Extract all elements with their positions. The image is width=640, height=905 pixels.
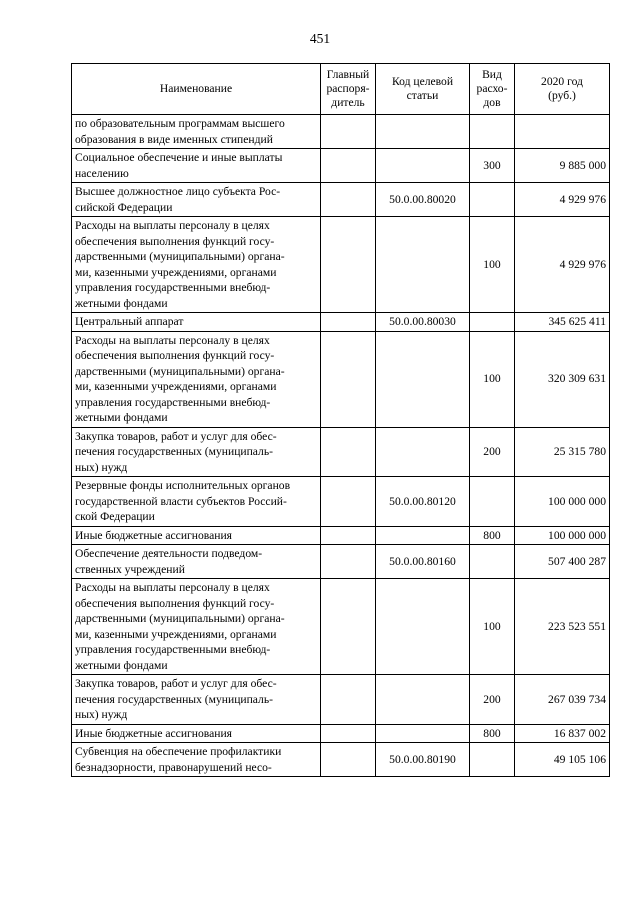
- table-row: [72, 427, 610, 477]
- table-row: [72, 115, 610, 149]
- table-row: [72, 724, 610, 743]
- cell-chief-administrator: [321, 183, 376, 217]
- cell-name: по образовательным программам высшего образования в виде именных стипендий: [72, 115, 321, 149]
- cell-amount: 100 000 000: [515, 526, 610, 545]
- table-row: [72, 675, 610, 725]
- header-amount-2020: 2020 год (руб.): [515, 64, 610, 115]
- cell-target-code: [376, 149, 470, 183]
- cell-amount: 507 400 287: [515, 545, 610, 579]
- cell-expense-type: 100: [470, 579, 515, 675]
- cell-target-code: 50.0.00.80020: [376, 183, 470, 217]
- cell-expense-type: [470, 183, 515, 217]
- table-header-row: [72, 64, 610, 115]
- cell-expense-type: 200: [470, 427, 515, 477]
- cell-amount: 25 315 780: [515, 427, 610, 477]
- table-row: [72, 743, 610, 777]
- table-row: [72, 331, 610, 427]
- cell-name: Субвенция на обеспечение профилактики безнадзорности, правонарушений несо-: [72, 743, 321, 777]
- cell-amount: 345 625 411: [515, 313, 610, 332]
- cell-name: Закупка товаров, работ и услуг для обес- печения государственных (муниципаль- ных) нужд: [72, 427, 321, 477]
- cell-chief-administrator: [321, 477, 376, 527]
- cell-name: Обеспечение деятельности подведом- ственных учреждений: [72, 545, 321, 579]
- page-number: 451: [309, 31, 331, 46]
- cell-expense-type: [470, 115, 515, 149]
- cell-target-code: 50.0.00.80190: [376, 743, 470, 777]
- cell-name: Расходы на выплаты персоналу в целях обеспечения выполнения функций госу- дарственными (муниципальными) органа- ми, казенными учреждениями, органами управления государственными внебюд- жетными фондами: [72, 579, 321, 675]
- cell-target-code: 50.0.00.80030: [376, 313, 470, 332]
- cell-chief-administrator: [321, 149, 376, 183]
- cell-chief-administrator: [321, 675, 376, 725]
- cell-chief-administrator: [321, 545, 376, 579]
- cell-chief-administrator: [321, 427, 376, 477]
- cell-expense-type: [470, 743, 515, 777]
- cell-target-code: [376, 331, 470, 427]
- table-row: [72, 545, 610, 579]
- cell-name: Расходы на выплаты персоналу в целях обеспечения выполнения функций госу- дарственными (муниципальными) органа- ми, казенными учреждениями, органами управления государственными внебюд- жетными фондами: [72, 331, 321, 427]
- header-name: Наименование: [72, 64, 321, 115]
- cell-name: Резервные фонды исполнительных органов государственной власти субъектов Россий- ской Федерации: [72, 477, 321, 527]
- cell-expense-type: 100: [470, 217, 515, 313]
- cell-amount: 16 837 002: [515, 724, 610, 743]
- cell-chief-administrator: [321, 115, 376, 149]
- cell-expense-type: 800: [470, 724, 515, 743]
- cell-chief-administrator: [321, 724, 376, 743]
- cell-target-code: [376, 526, 470, 545]
- table-row: [72, 217, 610, 313]
- table-row: [72, 183, 610, 217]
- table-row: [72, 477, 610, 527]
- cell-chief-administrator: [321, 743, 376, 777]
- cell-target-code: [376, 427, 470, 477]
- cell-name: Иные бюджетные ассигнования: [72, 526, 321, 545]
- cell-amount: 267 039 734: [515, 675, 610, 725]
- cell-amount: 4 929 976: [515, 217, 610, 313]
- cell-target-code: [376, 217, 470, 313]
- cell-chief-administrator: [321, 526, 376, 545]
- cell-name: Расходы на выплаты персоналу в целях обеспечения выполнения функций госу- дарственными (муниципальными) органа- ми, казенными учреждениями, органами управления государственными внебюд- жетными фондами: [72, 217, 321, 313]
- header-chief-administrator: Главный распоря- дитель: [321, 64, 376, 115]
- table-row: [72, 579, 610, 675]
- cell-amount: 49 105 106: [515, 743, 610, 777]
- cell-name: Иные бюджетные ассигнования: [72, 724, 321, 743]
- cell-amount: 4 929 976: [515, 183, 610, 217]
- cell-expense-type: 200: [470, 675, 515, 725]
- cell-chief-administrator: [321, 331, 376, 427]
- cell-amount: 320 309 631: [515, 331, 610, 427]
- header-expense-type: Вид расхо- дов: [470, 64, 515, 115]
- table-row: [72, 526, 610, 545]
- cell-expense-type: [470, 313, 515, 332]
- table-row: [72, 149, 610, 183]
- cell-expense-type: [470, 477, 515, 527]
- cell-chief-administrator: [321, 579, 376, 675]
- cell-amount: 9 885 000: [515, 149, 610, 183]
- cell-target-code: [376, 115, 470, 149]
- cell-name: Центральный аппарат: [72, 313, 321, 332]
- cell-chief-administrator: [321, 313, 376, 332]
- cell-expense-type: [470, 545, 515, 579]
- cell-expense-type: 100: [470, 331, 515, 427]
- header-target-code: Код целевой статьи: [376, 64, 470, 115]
- cell-chief-administrator: [321, 217, 376, 313]
- cell-target-code: [376, 724, 470, 743]
- cell-target-code: [376, 675, 470, 725]
- table-row: [72, 313, 610, 332]
- cell-expense-type: 800: [470, 526, 515, 545]
- cell-expense-type: 300: [470, 149, 515, 183]
- cell-amount: 223 523 551: [515, 579, 610, 675]
- budget-table: [71, 63, 610, 777]
- cell-target-code: [376, 579, 470, 675]
- cell-target-code: 50.0.00.80120: [376, 477, 470, 527]
- cell-amount: [515, 115, 610, 149]
- cell-name: Высшее должностное лицо субъекта Рос- сийской Федерации: [72, 183, 321, 217]
- cell-target-code: 50.0.00.80160: [376, 545, 470, 579]
- cell-name: Закупка товаров, работ и услуг для обес- печения государственных (муниципаль- ных) нужд: [72, 675, 321, 725]
- cell-name: Социальное обеспечение и иные выплаты населению: [72, 149, 321, 183]
- cell-amount: 100 000 000: [515, 477, 610, 527]
